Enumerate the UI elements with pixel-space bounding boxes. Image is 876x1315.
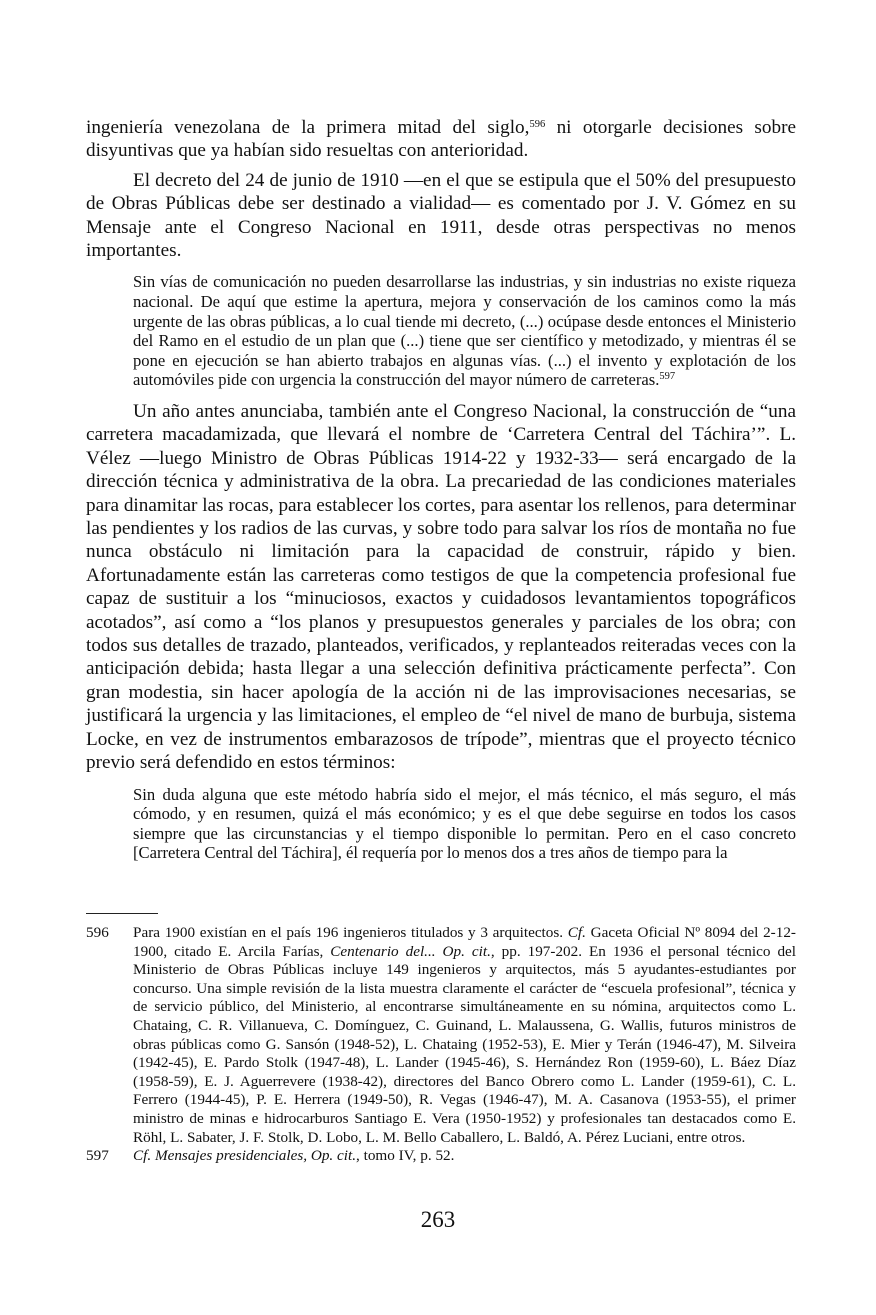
footnote-number: 596: [86, 924, 109, 941]
page-body: [86, 116, 796, 863]
footnote-number: 597: [86, 1147, 109, 1165]
block-quote-1: [133, 272, 796, 390]
footnotes: [86, 924, 796, 1166]
footnote-596-part3: , pp. 197-202. En 1936 el personal técnico del Ministerio de Obras Públicas incluye 149 ingenieros y arquitectos, más 5 ayudantes-estudiantes por concurso. Una simple revisión de la lista muestra claramente el carácter de “escuela profesional”, técnica y de servicio público, del Ministerio, al encontrarse simultáneamente en su nómina, arquitectos como L. Chataing, C. R. Villanueva, C. Domínguez, C. Guinand, L. Malaussena, G. Wallis, futuros ministros de obras públicas como G. Sansón (1948-52), L. Chataing (1952-53), E. Mier y Terán (1946-47), M. Silveira (1942-45), E. Pardo Stolk (1947-48), L. Lander (1945-46), S. Hernández Ron (1959-60), L. Báez Díaz (1958-59), E. J. Aguerrevere (1938-42), directores del Banco Obrero como L. Lander (1959-61), C. L. Ferrero (1944-45), P. E. Herrera (1949-50), R. Vegas (1946-47), M. A. Casanova (1953-55), el primer ministro de minas e hidrocarburos Santiago E. Vera (1950-1952) y profesionales tan destacados como E. Röhl, L. Sabater, J. F. Stolk, D. Lobo, L. M. Bello Caballero, L. Baldó, A. Pérez Luciani, entre otros.: [133, 942, 796, 1146]
footnote-597-rest: , tomo IV, p. 52.: [356, 1147, 455, 1165]
footnote-596-part1: Para 1900 existían en el país 196 ingenieros titulados y 3 arquitectos.: [133, 924, 568, 941]
footnote-text: [133, 1147, 796, 1166]
footnote-597-title: Cf. Mensajes presidenciales, Op. cit.: [133, 1147, 356, 1165]
footnote-ref-596[interactable]: 596: [529, 119, 546, 130]
footnote-ref-597[interactable]: 597: [659, 371, 676, 383]
block-quote-2: Sin duda alguna que este método habría sido el mejor, el más técnico, el más seguro, el más cómodo, y en resumen, quizá el más económico; y es el que debe seguirse en todos los casos siempre que las circunstancias y el tiempo disponible lo permitan. Pero en el caso concreto [Carretera Central del Táchira], él requería por lo menos dos a tres años de tiempo para la: [133, 784, 796, 863]
footnote-text: [133, 924, 796, 1147]
footnote-divider: [86, 913, 158, 914]
paragraph-2: El decreto del 24 de junio de 1910 —en el que se estipula que el 50% del presupuesto de Obras Públicas debe ser destinado a vialidad— es comentado por J. V. Gómez en su Mensaje ante el Congreso Nacional en 1911, desde otras perspectivas no menos importantes.: [86, 169, 796, 262]
footnote-596-part2: Gaceta Oficial Nº 8094 del 2-12-1900, citado E. Arcila Farías,: [133, 924, 796, 960]
page-number: 263: [420, 1207, 456, 1232]
paragraph-3: Un año antes anunciaba, también ante el Congreso Nacional, la construcción de “una carretera macadamizada, que llevará el nombre de ‘Carretera Central del Táchira’”. L. Vélez —luego Ministro de Obras Públicas 1914-22 y 1932-33— será encargado de la dirección técnica y administrativa de la obra. La precariedad de las condiciones materiales para dinamitar las rocas, para establecer los cortes, para asentar los rellenos, para determinar las pendientes y los radios de las curvas, y sobre todo para salvar los ríos de montaña no fue nunca obstáculo ni limitación para la capacidad de construir, rápido y bien. Afortunadamente están las carreteras como testigos de que la competencia profesional fue capaz de sustituir a los “minuciosos, exactos y cuidadosos levantamientos topográficos acotados”, así como a “los planos y presupuestos generales y parciales de los obra; con todos sus detalles de trazado, planteados, verificados, y replanteados reiteradas veces con la anticipación debida; hasta llegar a una selección definitiva prácticamente perfecta”. Con gran modestia, sin hacer apología de la acción ni de las improvisaciones necesarias, se justificará la urgencia y las limitaciones, el empleo de “el nivel de mano de burbuja, sistema Locke, en vez de instrumentos embarazosos de trípode”, mientras que el proyecto técnico previo será defendido en estos términos:: [86, 401, 796, 774]
footnote-597: [86, 1147, 796, 1166]
paragraph-1-text-cont: ni otorgarle decisiones sobre disyuntivas que ya habían sido resueltas con anterioridad.: [86, 117, 796, 162]
paragraph-1-text: ingeniería venezolana de la primera mitad del siglo,: [86, 117, 530, 138]
footnote-596-cf: Cf.: [567, 924, 586, 941]
paragraph-1: [86, 116, 796, 163]
footnote-596: [86, 924, 796, 1147]
block-quote-1-text: Sin vías de comunicación no pueden desarrollarse las industrias, y sin industrias no existe riqueza nacional. De aquí que estime la apertura, mejora y conservación de los caminos como la más urgente de las obras públicas, a lo cual tiende mi decreto, (...) ocúpase desde entonces el Ministerio del Ramo en el estudio de un plan que (...) tiene que ser científico y metodizado, y mientras él se pone en ejecución se han abierto trabajos en algunas vías. (...) el invento y explotación de los automóviles pide con urgencia la construcción del mayor número de carreteras.: [133, 272, 796, 390]
footnote-596-title: Centenario del... Op. cit.: [330, 942, 491, 960]
